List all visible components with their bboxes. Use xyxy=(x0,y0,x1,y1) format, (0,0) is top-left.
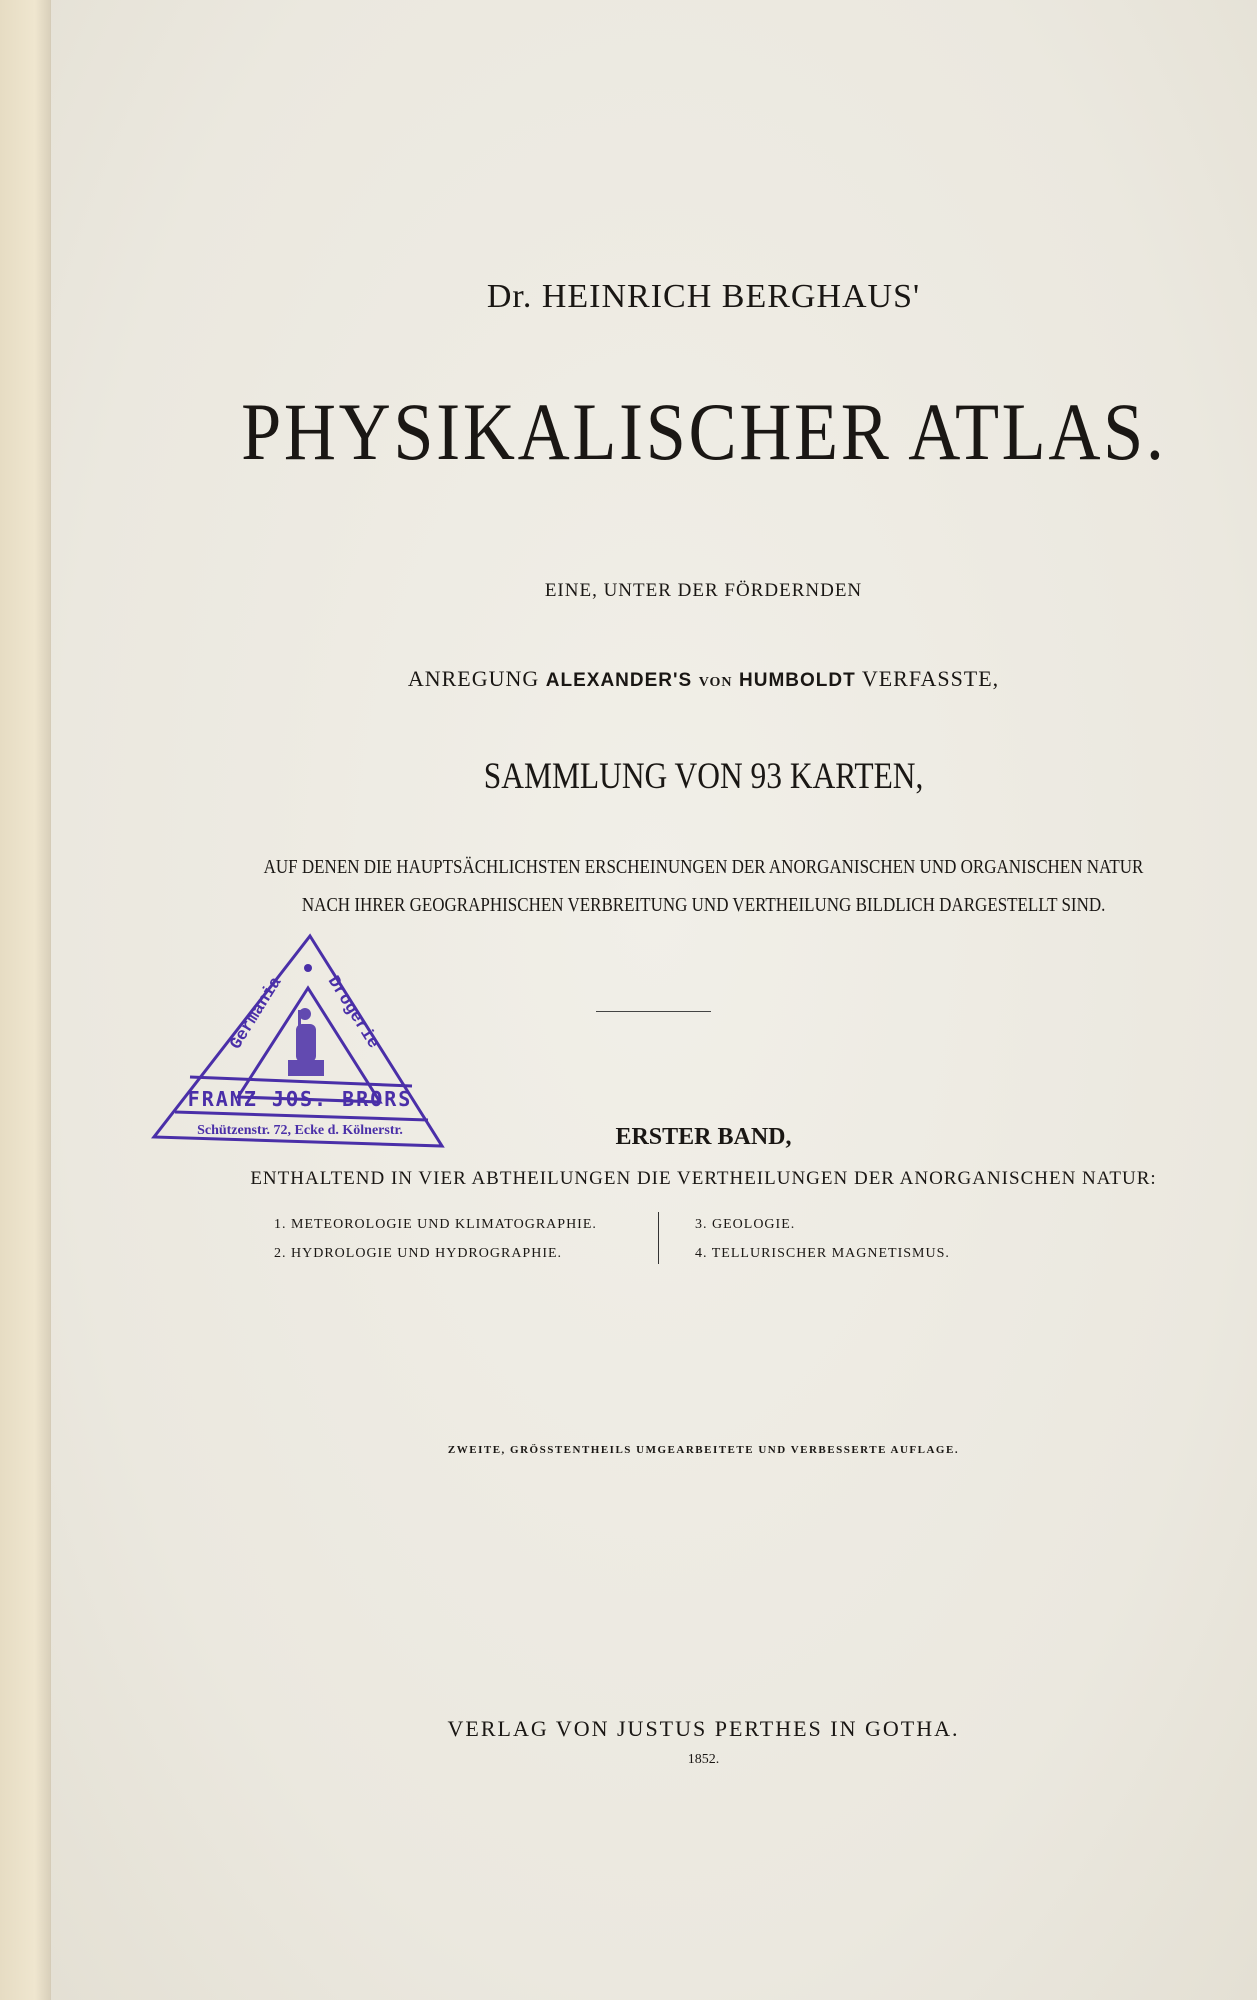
collection-text: SAMMLUNG VON 93 KARTEN, xyxy=(483,756,924,797)
description-line-2 xyxy=(51,894,1257,917)
publisher-line: VERLAG VON JUSTUS PERTHES IN GOTHA. xyxy=(447,1716,960,1741)
volume-heading: ERSTER BAND, xyxy=(615,1124,792,1150)
collection-line xyxy=(51,755,1257,798)
subtitle-line-2 xyxy=(51,666,1257,692)
sub2-d: HUMBOLDT xyxy=(739,670,856,691)
subtitle-line-1: EINE, UNTER DER FÖRDERNDEN xyxy=(544,580,863,601)
sub2-e: VERFASSTE, xyxy=(861,666,1000,691)
section-item: 2. HYDROLOGIE UND HYDROGRAPHIE. xyxy=(274,1246,563,1261)
column-divider xyxy=(658,1212,659,1264)
germania-figure-icon xyxy=(288,1008,324,1076)
ownership-stamp xyxy=(150,932,446,1152)
desc2-text: NACH IHRER GEOGRAPHISCHEN VERBREITUNG UND VERTHEILUNG BILDLICH DARGESTELLT SIND. xyxy=(301,894,1106,916)
section-item: 1. METEOROLOGIE UND KLIMATOGRAPHIE. xyxy=(274,1217,597,1232)
stamp-arc-right: Drogerie xyxy=(322,973,383,1053)
edition-line: ZWEITE, GRÖSSTENTHEILS UMGEARBEITETE UND VERBESSERTE AUFLAGE. xyxy=(447,1444,960,1456)
sections-right xyxy=(695,1210,950,1268)
desc1-text: AUF DENEN DIE HAUPTSÄCHLICHSTEN ERSCHEINUNGEN DER ANORGANISCHEN UND ORGANISCHEN NATUR xyxy=(263,856,1144,878)
author-prefix: Dr. xyxy=(486,278,533,315)
sub2-b: ALEXANDER'S xyxy=(545,670,693,691)
author-line xyxy=(51,278,1257,316)
sub2-c: VON xyxy=(698,675,733,690)
year-line: 1852. xyxy=(687,1752,720,1767)
description-line-1 xyxy=(51,856,1257,879)
sub2-a: ANREGUNG xyxy=(407,666,540,691)
stamp-arc-left: Germania xyxy=(226,973,287,1054)
divider-rule xyxy=(596,1011,711,1012)
main-title xyxy=(51,385,1257,479)
section-item: 3. GEOLOGIE. xyxy=(695,1217,796,1232)
stamp-address: Schützenstr. 72, Ecke d. Kölnerstr. xyxy=(197,1123,403,1138)
book-spine-edge xyxy=(0,0,51,2000)
contents-line: ENTHALTEND IN VIER ABTHEILUNGEN DIE VERTHEILUNGEN DER ANORGANISCHEN NATUR: xyxy=(250,1168,1157,1189)
author-name: HEINRICH BERGHAUS' xyxy=(541,278,921,315)
title-text: PHYSIKALISCHER ATLAS. xyxy=(240,386,1167,477)
section-item: 4. TELLURISCHER MAGNETISMUS. xyxy=(695,1246,950,1261)
sections-left xyxy=(274,1210,597,1268)
stamp-name: FRANZ JOS. BRORS xyxy=(187,1087,413,1111)
